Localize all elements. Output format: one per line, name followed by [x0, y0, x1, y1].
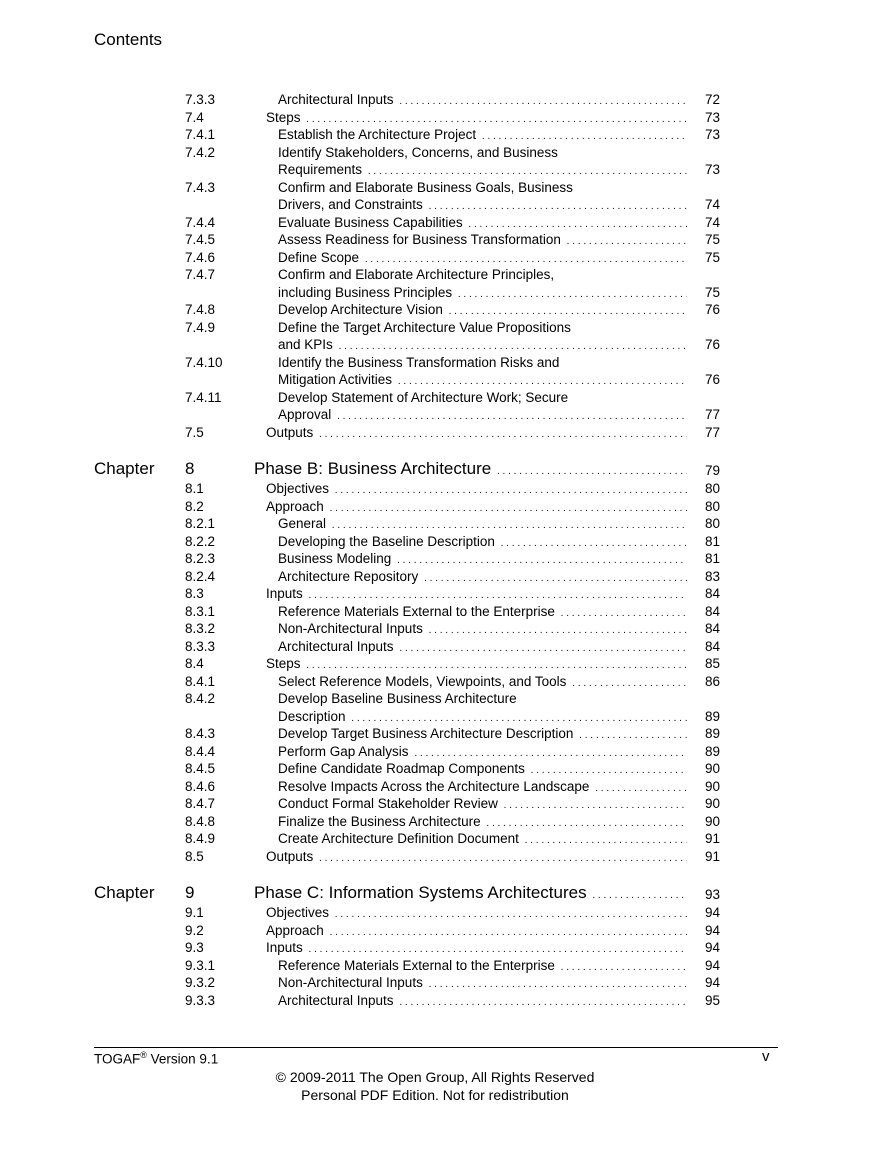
- toc-entry-title-text: Phase B: Business Architecture: [254, 459, 494, 478]
- toc-entry-title-text: Define Candidate Roadmap Components: [278, 761, 528, 776]
- toc-entry-title-text: Select Reference Models, Viewpoints, and Tools: [278, 674, 569, 689]
- toc-entry-page-number: 79: [704, 463, 720, 478]
- toc-entry-title-text: Drivers, and Constraints: [278, 197, 426, 212]
- toc-entry-page-number: 89: [704, 708, 720, 724]
- toc-entry-title-text: Conduct Formal Stakeholder Review: [278, 796, 501, 811]
- toc-entry-title-text: Mitigation Activities: [278, 372, 395, 387]
- toc-entry[interactable]: [0, 498, 893, 516]
- toc-entry-page-number: 81: [704, 551, 720, 566]
- toc-entry[interactable]: [0, 319, 893, 354]
- toc-entry-number: 7.3.3: [185, 92, 216, 107]
- toc-entry-title-text: Description: [278, 709, 349, 724]
- toc-entry[interactable]: [0, 939, 893, 957]
- toc-entry-number: 8.5: [185, 848, 204, 864]
- toc-entry-number: 8.3: [185, 586, 204, 601]
- toc-entry-number: 7.4.7: [185, 267, 216, 282]
- toc-entry[interactable]: [0, 922, 893, 940]
- toc-entry-title-text: Define Scope: [278, 250, 362, 265]
- toc-entry[interactable]: [0, 109, 893, 127]
- toc-entry-number: 7.4.1: [185, 127, 216, 142]
- toc-entry[interactable]: [0, 778, 893, 796]
- toc-entry-page-number: 80: [704, 481, 720, 496]
- toc-entry-title-text: Develop Architecture Vision: [278, 302, 446, 317]
- toc-entry-page-number: 94: [704, 957, 720, 973]
- toc-entry-number: 9.3.1: [185, 957, 216, 973]
- toc-entry[interactable]: [0, 673, 893, 691]
- toc-entry-number: 8.4.7: [185, 796, 216, 811]
- toc-entry[interactable]: [0, 813, 893, 831]
- toc-entry-number: 8.3.3: [185, 638, 216, 654]
- toc-entry-page-number: 90: [704, 761, 720, 776]
- toc-entry-number: 8.2: [185, 498, 204, 514]
- footer-divider: [94, 1047, 778, 1048]
- toc-entry-number: 7.4.3: [185, 179, 216, 195]
- toc-entry-title-text: Finalize the Business Architecture: [278, 814, 484, 829]
- toc-entry[interactable]: [0, 214, 893, 232]
- toc-entry-number: 7.4: [185, 109, 204, 125]
- toc-entry-number: 9.3.2: [185, 975, 216, 990]
- toc-entry-page-number: 83: [704, 568, 720, 584]
- toc-entry[interactable]: [0, 830, 893, 848]
- toc-entry-title: [266, 424, 687, 444]
- toc-entry-title-text: Requirements: [278, 162, 365, 177]
- toc-entry-number: 7.4.11: [185, 389, 222, 405]
- toc-entry-page-number: 84: [704, 603, 720, 619]
- toc-entry-number: 8.2.4: [185, 568, 216, 584]
- toc-entry[interactable]: [0, 424, 893, 442]
- toc-entry-page-number: 73: [704, 162, 720, 177]
- toc-entry-title-text: General: [278, 516, 329, 531]
- toc-entry[interactable]: [0, 568, 893, 586]
- toc-entry-number: 9.3: [185, 940, 204, 955]
- toc-entry-title-text: Evaluate Business Capabilities: [278, 215, 466, 230]
- toc-entry-page-number: 90: [704, 778, 720, 794]
- toc-entry-number: 7.4.10: [185, 354, 223, 370]
- footer-page-numeral: v: [762, 1048, 770, 1065]
- toc-entry-page-number: 75: [704, 249, 720, 265]
- toc-entry[interactable]: [0, 354, 893, 389]
- toc-entry-number: 8.4: [185, 656, 204, 671]
- toc-entry-page-number: 95: [704, 992, 720, 1008]
- toc-entry-number: 8.2.1: [185, 516, 216, 531]
- toc-entry-title-text: Inputs: [266, 940, 306, 955]
- toc-entry-page-number: 75: [704, 232, 720, 247]
- toc-entry-title-text: Phase C: Information Systems Architectures: [254, 883, 590, 902]
- toc-entry-number: 8.3.2: [185, 621, 216, 636]
- toc-entry-number: 7.4.4: [185, 214, 216, 230]
- toc-entry-title-text: Develop Target Business Architecture Description: [278, 726, 576, 741]
- toc-entry[interactable]: [0, 533, 893, 551]
- toc-entry-page-number: 94: [704, 940, 720, 955]
- toc-entry[interactable]: [0, 585, 893, 603]
- toc-entry-number: 8.4.2: [185, 691, 216, 706]
- toc-entry-title-text: Resolve Impacts Across the Architecture Landscape: [278, 779, 592, 794]
- registered-mark: ®: [140, 1050, 147, 1060]
- toc-entry[interactable]: [0, 301, 893, 319]
- toc-entry-number: 8.4.5: [185, 761, 216, 776]
- toc-entry-page-number: 73: [704, 127, 720, 142]
- toc-entry[interactable]: [0, 638, 893, 656]
- toc-entry-title-line1: Confirm and Elaborate Architecture Principles,: [278, 267, 555, 282]
- toc-entry-page-number: 75: [704, 284, 720, 300]
- toc-entry-number: 7.4.2: [185, 144, 216, 160]
- toc-chapter-entry[interactable]: [0, 882, 893, 904]
- toc-entry[interactable]: [0, 231, 893, 249]
- toc-entry[interactable]: [0, 760, 893, 778]
- toc-entry[interactable]: [0, 690, 893, 725]
- toc-entry-title: [278, 992, 687, 1012]
- toc-entry-number: 7.4.9: [185, 319, 216, 335]
- toc-entry-title-line1: Confirm and Elaborate Business Goals, Business: [278, 179, 573, 195]
- toc-entry-title-text: Create Architecture Definition Document: [278, 831, 522, 846]
- toc-entry[interactable]: [0, 848, 893, 866]
- toc-entry[interactable]: [0, 266, 893, 301]
- toc-entry-page-number: 84: [704, 638, 720, 654]
- toc-entry-number: 9: [185, 883, 195, 902]
- toc-entry-number: 8: [185, 459, 195, 478]
- toc-entry-page-number: 74: [704, 197, 720, 212]
- toc-entry[interactable]: [0, 904, 893, 922]
- footer-product: TOGAF: [94, 1051, 141, 1067]
- toc-entry-number: 8.4.1: [185, 673, 216, 689]
- toc-entry-page-number: 90: [704, 796, 720, 811]
- edition-line: Personal PDF Edition. Not for redistribution: [301, 1087, 569, 1103]
- toc-entry-title-text: Architectural Inputs: [278, 993, 397, 1008]
- toc-entry[interactable]: [0, 743, 893, 761]
- footer-version-text: Version 9.1: [146, 1051, 219, 1067]
- toc-entry-number: 7.4.8: [185, 302, 216, 317]
- toc-entry-page-number: 77: [704, 424, 720, 440]
- toc-entry-title-line1: Define the Target Architecture Value Propositions: [278, 319, 571, 335]
- toc-entry-title-text: Reference Materials External to the Enterprise: [278, 958, 558, 973]
- toc-entry-number: 8.2.3: [185, 551, 216, 566]
- toc-entry[interactable]: [0, 91, 893, 109]
- toc-entry[interactable]: [0, 515, 893, 533]
- toc-entry-page-number: 74: [704, 214, 720, 230]
- toc-entry-title-text: Approach: [266, 923, 327, 938]
- toc-entry-title-text: and KPIs: [278, 337, 336, 352]
- toc-entry-page-number: 76: [704, 302, 720, 317]
- toc-entry-number: 8.3.1: [185, 603, 216, 619]
- toc-entry[interactable]: [0, 179, 893, 214]
- toc-entry-title-text: Approval: [278, 407, 334, 422]
- toc-entry-title-text: Business Modeling: [278, 551, 394, 566]
- footer-version: [94, 1050, 218, 1067]
- toc-entry[interactable]: [0, 550, 893, 568]
- toc-entry-page-number: 81: [704, 533, 720, 549]
- toc-entry-title-line1: Develop Baseline Business Architecture: [278, 691, 517, 706]
- toc-entry-page-number: 73: [704, 109, 720, 125]
- toc-entry-page-number: 80: [704, 498, 720, 514]
- toc-entry-title: [266, 848, 687, 868]
- table-of-contents: [0, 91, 893, 1009]
- toc-entry-page-number: 84: [704, 621, 720, 636]
- toc-entry[interactable]: [0, 725, 893, 743]
- toc-entry[interactable]: [0, 126, 893, 144]
- toc-entry-title-text: Non-Architectural Inputs: [278, 975, 426, 990]
- toc-entry-page-number: 77: [704, 407, 720, 422]
- toc-entry-title-text: including Business Principles: [278, 285, 455, 300]
- toc-entry-page-number: 76: [704, 337, 720, 352]
- toc-entry-title-text: Developing the Baseline Description: [278, 534, 498, 549]
- toc-entry-page-number: 86: [704, 673, 720, 689]
- toc-entry[interactable]: [0, 974, 893, 992]
- toc-entry[interactable]: [0, 480, 893, 498]
- toc-entry-title-text: Non-Architectural Inputs: [278, 621, 426, 636]
- toc-entry-page-number: 94: [704, 975, 720, 990]
- toc-entry[interactable]: [0, 144, 893, 179]
- toc-entry-title-text: Reference Materials External to the Enterprise: [278, 604, 558, 619]
- toc-entry-page-number: 94: [704, 905, 720, 920]
- toc-entry-number: 7.4.5: [185, 232, 216, 247]
- toc-entry-title-line1: Identify the Business Transformation Risks and: [278, 354, 560, 370]
- toc-entry-page-number: 89: [704, 726, 720, 741]
- toc-entry-title-text: Steps: [266, 110, 304, 125]
- toc-entry-title-text: Perform Gap Analysis: [278, 744, 412, 759]
- toc-chapter-label: Chapter: [94, 883, 155, 902]
- toc-entry-title-text: Architectural Inputs: [278, 92, 397, 107]
- toc-entry[interactable]: [0, 957, 893, 975]
- toc-entry-number: 8.4.6: [185, 778, 216, 794]
- toc-entry-title-text: Architectural Inputs: [278, 639, 397, 654]
- toc-entry-number: 8.2.2: [185, 533, 216, 549]
- toc-entry-number: 9.3.3: [185, 992, 216, 1008]
- toc-entry-title-line1: Identify Stakeholders, Concerns, and Business: [278, 144, 558, 160]
- toc-entry-title-text: Objectives: [266, 905, 332, 920]
- toc-entry[interactable]: [0, 620, 893, 638]
- toc-entry-page-number: 90: [704, 813, 720, 829]
- copyright-line: © 2009-2011 The Open Group, All Rights Reserved: [275, 1069, 595, 1085]
- toc-entry[interactable]: [0, 389, 893, 424]
- toc-entry[interactable]: [0, 992, 893, 1010]
- toc-entry-title-text: Outputs: [266, 425, 316, 440]
- toc-chapter-entry[interactable]: [0, 458, 893, 480]
- toc-entry[interactable]: [0, 795, 893, 813]
- toc-entry-title-text: Outputs: [266, 849, 316, 864]
- toc-entry-page-number: 84: [704, 586, 720, 601]
- toc-entry[interactable]: [0, 249, 893, 267]
- toc-entry-number: 9.1: [185, 905, 204, 920]
- page-header-title: Contents: [94, 30, 163, 49]
- toc-entry-number: 8.4.8: [185, 813, 216, 829]
- toc-entry-page-number: 93: [704, 887, 720, 902]
- toc-entry-title-text: Inputs: [266, 586, 306, 601]
- toc-entry-number: 7.5: [185, 424, 204, 440]
- toc-entry[interactable]: [0, 603, 893, 621]
- toc-entry[interactable]: [0, 655, 893, 673]
- toc-entry-title-text: Assess Readiness for Business Transformation: [278, 232, 564, 247]
- toc-entry-title-text: Objectives: [266, 481, 332, 496]
- toc-entry-number: 8.4.4: [185, 743, 216, 759]
- toc-entry-page-number: 72: [704, 92, 720, 107]
- toc-entry-number: 7.4.6: [185, 249, 216, 265]
- toc-entry-number: 8.4.9: [185, 831, 216, 846]
- toc-entry-page-number: 91: [704, 848, 720, 864]
- chapter-gap: [0, 865, 893, 882]
- toc-entry-number: 9.2: [185, 922, 204, 938]
- toc-entry-number: 8.1: [185, 481, 204, 496]
- toc-entry-title-text: Architecture Repository: [278, 569, 421, 584]
- toc-entry-title-line1: Develop Statement of Architecture Work; Secure: [278, 389, 569, 405]
- toc-entry-title-text: Establish the Architecture Project: [278, 127, 479, 142]
- toc-entry-page-number: 91: [704, 831, 720, 846]
- toc-chapter-label: Chapter: [94, 459, 155, 478]
- toc-entry-title-text: Steps: [266, 656, 304, 671]
- toc-entry-page-number: 80: [704, 516, 720, 531]
- toc-entry-page-number: 89: [704, 743, 720, 759]
- toc-entry-page-number: 94: [704, 922, 720, 938]
- toc-entry-number: 8.4.3: [185, 726, 216, 741]
- toc-entry-page-number: 85: [704, 656, 720, 671]
- toc-entry-title-text: Approach: [266, 499, 327, 514]
- footer-copyright-block: [0, 1068, 870, 1104]
- chapter-gap: [0, 441, 893, 458]
- toc-entry-page-number: 76: [704, 372, 720, 387]
